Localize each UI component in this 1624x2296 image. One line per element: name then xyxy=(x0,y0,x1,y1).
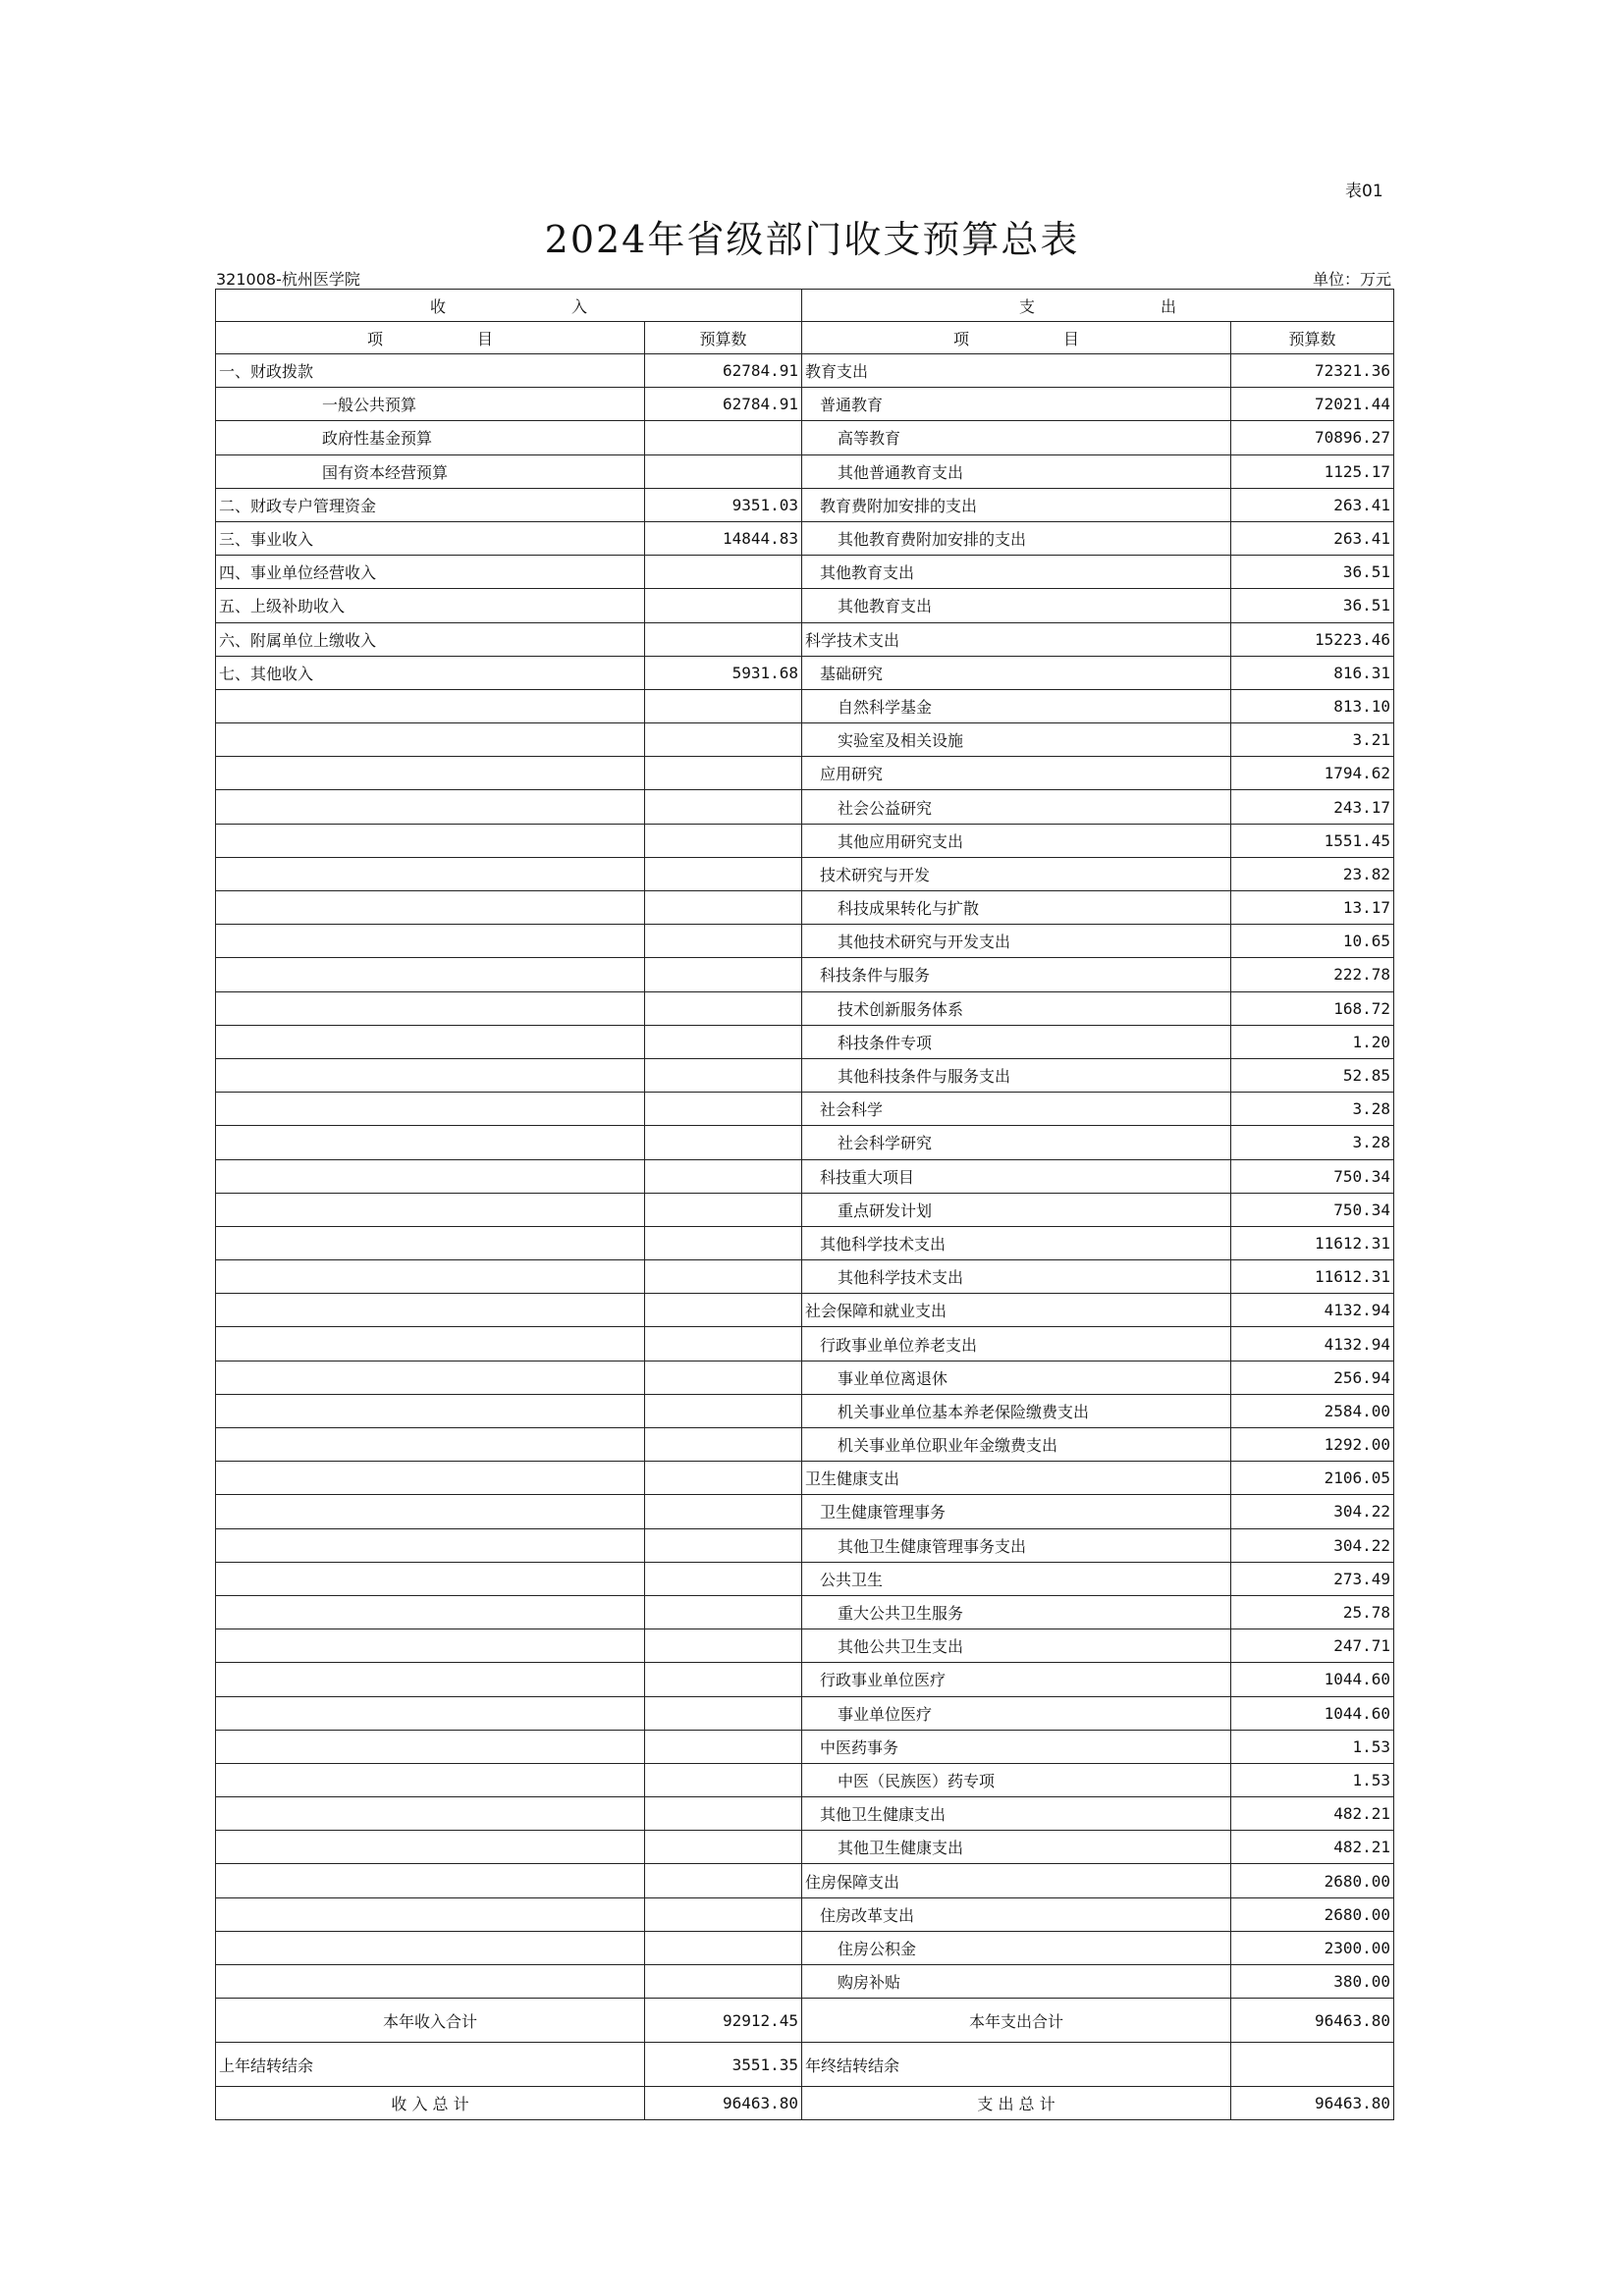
income-value-cell: 62784.91 xyxy=(645,388,802,421)
income-item-cell xyxy=(216,1495,645,1528)
expense-item-cell: 技术创新服务体系 xyxy=(802,991,1231,1025)
expense-item-cell: 普通教育 xyxy=(802,388,1231,421)
expense-item-cell: 教育支出 xyxy=(802,354,1231,388)
table-row xyxy=(216,790,1394,824)
income-item-cell xyxy=(216,1226,645,1259)
expense-item-cell: 卫生健康支出 xyxy=(802,1462,1231,1495)
expense-item-cell: 其他卫生健康支出 xyxy=(802,1797,1231,1831)
income-item-cell xyxy=(216,824,645,857)
income-section-header: 收 入 xyxy=(216,290,802,322)
income-item-cell xyxy=(216,1327,645,1361)
table-row xyxy=(216,1965,1394,1999)
year-income-value: 92912.45 xyxy=(645,1999,802,2043)
year-total-row xyxy=(216,1999,1394,2043)
expense-value-cell: 72021.44 xyxy=(1231,388,1394,421)
income-item-cell xyxy=(216,1965,645,1999)
expense-item-cell: 科技重大项目 xyxy=(802,1159,1231,1193)
income-value-cell xyxy=(645,1327,802,1361)
income-value-cell xyxy=(645,556,802,589)
income-item-cell xyxy=(216,1361,645,1394)
income-value-cell xyxy=(645,1394,802,1427)
income-value-cell xyxy=(645,421,802,454)
expense-item-cell: 其他教育费附加安排的支出 xyxy=(802,521,1231,555)
expense-value-cell: 816.31 xyxy=(1231,656,1394,689)
income-value-cell xyxy=(645,454,802,488)
expense-value-cell: 2106.05 xyxy=(1231,1462,1394,1495)
table-code: 表01 xyxy=(1345,182,1383,201)
expense-item-cell: 住房改革支出 xyxy=(802,1897,1231,1931)
income-item-cell xyxy=(216,891,645,925)
table-row xyxy=(216,622,1394,656)
income-value-cell xyxy=(645,589,802,622)
expense-item-cell: 社会公益研究 xyxy=(802,790,1231,824)
income-item-cell: 四、事业单位经营收入 xyxy=(216,556,645,589)
income-value-cell xyxy=(645,1093,802,1126)
table-row xyxy=(216,1663,1394,1696)
income-value-cell xyxy=(645,1797,802,1831)
income-item-cell xyxy=(216,1730,645,1763)
table-row xyxy=(216,1462,1394,1495)
expense-value-cell: 4132.94 xyxy=(1231,1294,1394,1327)
expense-value-cell: 23.82 xyxy=(1231,857,1394,890)
header-row-sections xyxy=(216,290,1394,322)
expense-item-cell: 中医药事务 xyxy=(802,1730,1231,1763)
income-value-cell: 62784.91 xyxy=(645,354,802,388)
expense-value-cell: 1292.00 xyxy=(1231,1428,1394,1462)
table-row xyxy=(216,1931,1394,1964)
table-row xyxy=(216,1093,1394,1126)
income-value-cell xyxy=(645,1294,802,1327)
income-item-cell xyxy=(216,1025,645,1058)
expense-value-cell: 15223.46 xyxy=(1231,622,1394,656)
expense-item-cell: 机关事业单位职业年金缴费支出 xyxy=(802,1428,1231,1462)
table-row xyxy=(216,689,1394,722)
table-row xyxy=(216,1730,1394,1763)
expense-item-cell: 社会科学研究 xyxy=(802,1126,1231,1159)
expense-item-cell: 自然科学基金 xyxy=(802,689,1231,722)
table-row xyxy=(216,488,1394,521)
expense-value-cell: 1.53 xyxy=(1231,1730,1394,1763)
income-value-cell xyxy=(645,857,802,890)
budget-table xyxy=(215,289,1394,2120)
income-item-cell xyxy=(216,1260,645,1294)
expense-value-cell: 36.51 xyxy=(1231,589,1394,622)
expense-value-cell: 482.21 xyxy=(1231,1797,1394,1831)
expense-value-cell: 1044.60 xyxy=(1231,1663,1394,1696)
income-value-cell xyxy=(645,1226,802,1259)
expense-item-cell: 其他教育支出 xyxy=(802,589,1231,622)
expense-value-cell: 1.20 xyxy=(1231,1025,1394,1058)
expense-item-cell: 购房补贴 xyxy=(802,1965,1231,1999)
income-value-cell xyxy=(645,790,802,824)
expense-value-cell: 243.17 xyxy=(1231,790,1394,824)
expense-value-cell: 222.78 xyxy=(1231,958,1394,991)
income-item-cell: 一般公共预算 xyxy=(216,388,645,421)
expense-item-cell: 住房公积金 xyxy=(802,1931,1231,1964)
income-value-cell xyxy=(645,891,802,925)
income-item-cell xyxy=(216,1528,645,1562)
income-value-cell xyxy=(645,1025,802,1058)
expense-value-cell: 1794.62 xyxy=(1231,757,1394,790)
carryover-in-label: 上年结转结余 xyxy=(216,2043,645,2087)
year-expense-label: 本年支出合计 xyxy=(802,1999,1231,2043)
income-value-cell xyxy=(645,1629,802,1663)
income-value-cell xyxy=(645,1897,802,1931)
table-row xyxy=(216,1159,1394,1193)
expense-value-cell: 1125.17 xyxy=(1231,454,1394,488)
total-expense-value: 96463.80 xyxy=(1231,2087,1394,2120)
income-value-cell xyxy=(645,1965,802,1999)
income-item-cell xyxy=(216,857,645,890)
income-item-cell: 三、事业收入 xyxy=(216,521,645,555)
expense-value-cell: 11612.31 xyxy=(1231,1226,1394,1259)
income-value-cell: 14844.83 xyxy=(645,521,802,555)
income-item-cell: 国有资本经营预算 xyxy=(216,454,645,488)
carryover-in-value: 3551.35 xyxy=(645,2043,802,2087)
expense-value-cell: 13.17 xyxy=(1231,891,1394,925)
table-row xyxy=(216,857,1394,890)
income-value-cell xyxy=(645,723,802,757)
income-value-cell xyxy=(645,1864,802,1897)
table-row xyxy=(216,589,1394,622)
expense-value-cell: 4132.94 xyxy=(1231,1327,1394,1361)
expense-item-cell: 应用研究 xyxy=(802,757,1231,790)
table-row xyxy=(216,1025,1394,1058)
table-row xyxy=(216,1562,1394,1595)
header-row-columns xyxy=(216,322,1394,354)
total-income-label: 收 入 总 计 xyxy=(216,2087,645,2120)
table-row xyxy=(216,1797,1394,1831)
table-row xyxy=(216,1058,1394,1092)
expense-value-cell: 3.21 xyxy=(1231,723,1394,757)
income-item-cell xyxy=(216,1831,645,1864)
expense-item-cell: 其他卫生健康支出 xyxy=(802,1831,1231,1864)
total-income-value: 96463.80 xyxy=(645,2087,802,2120)
income-item-cell: 七、其他收入 xyxy=(216,656,645,689)
table-row xyxy=(216,1226,1394,1259)
income-item-cell xyxy=(216,1562,645,1595)
income-budget-header: 预算数 xyxy=(645,322,802,354)
table-row xyxy=(216,958,1394,991)
expense-item-cell: 事业单位医疗 xyxy=(802,1696,1231,1730)
income-item-cell xyxy=(216,1797,645,1831)
income-item-cell xyxy=(216,925,645,958)
expense-value-cell: 1044.60 xyxy=(1231,1696,1394,1730)
expense-value-cell: 70896.27 xyxy=(1231,421,1394,454)
table-row xyxy=(216,388,1394,421)
expense-value-cell: 72321.36 xyxy=(1231,354,1394,388)
expense-item-cell: 技术研究与开发 xyxy=(802,857,1231,890)
table-row xyxy=(216,1595,1394,1629)
expense-item-cell: 卫生健康管理事务 xyxy=(802,1495,1231,1528)
table-row xyxy=(216,1126,1394,1159)
income-item-cell xyxy=(216,1864,645,1897)
income-item-cell xyxy=(216,790,645,824)
table-row xyxy=(216,1193,1394,1226)
expense-item-cell: 其他技术研究与开发支出 xyxy=(802,925,1231,958)
expense-budget-header: 预算数 xyxy=(1231,322,1394,354)
income-value-cell xyxy=(645,1831,802,1864)
income-item-cell xyxy=(216,723,645,757)
income-value-cell xyxy=(645,1528,802,1562)
income-value-cell xyxy=(645,1730,802,1763)
income-value-cell xyxy=(645,1428,802,1462)
income-item-cell xyxy=(216,1093,645,1126)
income-value-cell xyxy=(645,1696,802,1730)
table-row xyxy=(216,1629,1394,1663)
income-value-cell xyxy=(645,1462,802,1495)
table-row xyxy=(216,1763,1394,1796)
year-income-label: 本年收入合计 xyxy=(216,1999,645,2043)
expense-item-cell: 机关事业单位基本养老保险缴费支出 xyxy=(802,1394,1231,1427)
income-item-cell xyxy=(216,1696,645,1730)
expense-item-cell: 社会科学 xyxy=(802,1093,1231,1126)
expense-value-cell: 2300.00 xyxy=(1231,1931,1394,1964)
income-value-cell: 5931.68 xyxy=(645,656,802,689)
expense-item-cell: 公共卫生 xyxy=(802,1562,1231,1595)
expense-value-cell: 2680.00 xyxy=(1231,1864,1394,1897)
expense-item-cell: 行政事业单位养老支出 xyxy=(802,1327,1231,1361)
income-value-cell xyxy=(645,1058,802,1092)
table-row xyxy=(216,1831,1394,1864)
expense-value-cell: 247.71 xyxy=(1231,1629,1394,1663)
table-row xyxy=(216,1428,1394,1462)
totals-body xyxy=(216,1999,1394,2120)
expense-item-cell: 事业单位离退休 xyxy=(802,1361,1231,1394)
income-value-cell xyxy=(645,1663,802,1696)
expense-value-cell: 36.51 xyxy=(1231,556,1394,589)
income-item-header: 项 目 xyxy=(216,322,645,354)
expense-value-cell: 263.41 xyxy=(1231,488,1394,521)
expense-item-cell: 其他科学技术支出 xyxy=(802,1260,1231,1294)
income-value-cell xyxy=(645,1260,802,1294)
expense-item-cell: 其他科学技术支出 xyxy=(802,1226,1231,1259)
income-value-cell: 9351.03 xyxy=(645,488,802,521)
table-row xyxy=(216,1361,1394,1394)
expense-value-cell: 304.22 xyxy=(1231,1495,1394,1528)
table-row xyxy=(216,1528,1394,1562)
expense-item-cell: 中医（民族医）药专项 xyxy=(802,1763,1231,1796)
income-value-cell xyxy=(645,1562,802,1595)
income-item-cell: 六、附属单位上缴收入 xyxy=(216,622,645,656)
expense-value-cell: 256.94 xyxy=(1231,1361,1394,1394)
table-row xyxy=(216,354,1394,388)
expense-item-cell: 社会保障和就业支出 xyxy=(802,1294,1231,1327)
expense-value-cell: 263.41 xyxy=(1231,521,1394,555)
expense-item-cell: 行政事业单位医疗 xyxy=(802,1663,1231,1696)
table-row xyxy=(216,521,1394,555)
expense-value-cell: 750.34 xyxy=(1231,1193,1394,1226)
expense-value-cell: 168.72 xyxy=(1231,991,1394,1025)
expense-value-cell: 3.28 xyxy=(1231,1093,1394,1126)
income-value-cell xyxy=(645,958,802,991)
table-row xyxy=(216,1696,1394,1730)
expense-value-cell: 813.10 xyxy=(1231,689,1394,722)
table-row xyxy=(216,556,1394,589)
expense-item-cell: 科技成果转化与扩散 xyxy=(802,891,1231,925)
income-value-cell xyxy=(645,622,802,656)
expense-item-cell: 其他应用研究支出 xyxy=(802,824,1231,857)
income-item-cell xyxy=(216,1294,645,1327)
income-value-cell xyxy=(645,991,802,1025)
expense-value-cell: 1.53 xyxy=(1231,1763,1394,1796)
income-item-cell xyxy=(216,689,645,722)
income-item-cell: 政府性基金预算 xyxy=(216,421,645,454)
grand-total-row xyxy=(216,2087,1394,2120)
income-value-cell xyxy=(645,1361,802,1394)
expense-item-cell: 科学技术支出 xyxy=(802,622,1231,656)
income-item-cell xyxy=(216,1595,645,1629)
unit-code: 321008-杭州医学院 xyxy=(216,270,360,289)
expense-value-cell: 2680.00 xyxy=(1231,1897,1394,1931)
expense-item-cell: 住房保障支出 xyxy=(802,1864,1231,1897)
income-value-cell xyxy=(645,1126,802,1159)
expense-section-header: 支 出 xyxy=(802,290,1394,322)
income-item-cell: 一、财政拨款 xyxy=(216,354,645,388)
income-item-cell: 二、财政专户管理资金 xyxy=(216,488,645,521)
income-item-cell: 五、上级补助收入 xyxy=(216,589,645,622)
table-row xyxy=(216,723,1394,757)
expense-value-cell: 25.78 xyxy=(1231,1595,1394,1629)
budget-table-body xyxy=(216,290,1394,1999)
income-item-cell xyxy=(216,1159,645,1193)
expense-item-cell: 其他卫生健康管理事务支出 xyxy=(802,1528,1231,1562)
carryover-out-label: 年终结转结余 xyxy=(802,2043,1231,2087)
carryover-row xyxy=(216,2043,1394,2087)
page-title: 2024年省级部门收支预算总表 xyxy=(544,218,1080,261)
table-row xyxy=(216,421,1394,454)
table-row xyxy=(216,757,1394,790)
total-expense-label: 支 出 总 计 xyxy=(802,2087,1231,2120)
expense-value-cell: 2584.00 xyxy=(1231,1394,1394,1427)
income-value-cell xyxy=(645,1763,802,1796)
expense-value-cell: 10.65 xyxy=(1231,925,1394,958)
expense-value-cell: 304.22 xyxy=(1231,1528,1394,1562)
income-item-cell xyxy=(216,1462,645,1495)
expense-item-cell: 高等教育 xyxy=(802,421,1231,454)
income-value-cell xyxy=(645,925,802,958)
income-value-cell xyxy=(645,1193,802,1226)
income-item-cell xyxy=(216,1663,645,1696)
income-item-cell xyxy=(216,1193,645,1226)
income-item-cell xyxy=(216,1931,645,1964)
expense-item-cell: 重点研发计划 xyxy=(802,1193,1231,1226)
table-row xyxy=(216,925,1394,958)
income-item-cell xyxy=(216,1126,645,1159)
table-row xyxy=(216,991,1394,1025)
expense-item-cell: 科技条件专项 xyxy=(802,1025,1231,1058)
table-row xyxy=(216,891,1394,925)
expense-value-cell: 1551.45 xyxy=(1231,824,1394,857)
expense-value-cell: 3.28 xyxy=(1231,1126,1394,1159)
expense-item-cell: 其他教育支出 xyxy=(802,556,1231,589)
table-row xyxy=(216,656,1394,689)
income-item-cell xyxy=(216,1394,645,1427)
income-item-cell xyxy=(216,1897,645,1931)
income-value-cell xyxy=(645,1931,802,1964)
expense-item-cell: 教育费附加安排的支出 xyxy=(802,488,1231,521)
expense-item-cell: 其他普通教育支出 xyxy=(802,454,1231,488)
unit-label: 单位：万元 xyxy=(1312,270,1391,289)
expense-item-header: 项 目 xyxy=(802,322,1231,354)
expense-item-cell: 其他公共卫生支出 xyxy=(802,1629,1231,1663)
expense-item-cell: 实验室及相关设施 xyxy=(802,723,1231,757)
table-row xyxy=(216,1864,1394,1897)
income-value-cell xyxy=(645,1595,802,1629)
expense-item-cell: 基础研究 xyxy=(802,656,1231,689)
expense-value-cell: 380.00 xyxy=(1231,1965,1394,1999)
table-row xyxy=(216,1897,1394,1931)
income-item-cell xyxy=(216,1428,645,1462)
table-row xyxy=(216,1260,1394,1294)
table-row xyxy=(216,1495,1394,1528)
expense-item-cell: 其他科技条件与服务支出 xyxy=(802,1058,1231,1092)
table-row xyxy=(216,1327,1394,1361)
expense-value-cell: 482.21 xyxy=(1231,1831,1394,1864)
expense-value-cell: 52.85 xyxy=(1231,1058,1394,1092)
expense-value-cell: 273.49 xyxy=(1231,1562,1394,1595)
income-value-cell xyxy=(645,1495,802,1528)
income-value-cell xyxy=(645,689,802,722)
carryover-out-value xyxy=(1231,2043,1394,2087)
income-item-cell xyxy=(216,757,645,790)
table-row xyxy=(216,1394,1394,1427)
income-item-cell xyxy=(216,1058,645,1092)
expense-item-cell: 重大公共卫生服务 xyxy=(802,1595,1231,1629)
income-item-cell xyxy=(216,958,645,991)
expense-item-cell: 科技条件与服务 xyxy=(802,958,1231,991)
income-value-cell xyxy=(645,757,802,790)
income-value-cell xyxy=(645,824,802,857)
table-row xyxy=(216,454,1394,488)
table-row xyxy=(216,824,1394,857)
income-item-cell xyxy=(216,1763,645,1796)
table-row xyxy=(216,1294,1394,1327)
expense-value-cell: 11612.31 xyxy=(1231,1260,1394,1294)
income-item-cell xyxy=(216,991,645,1025)
income-item-cell xyxy=(216,1629,645,1663)
year-expense-value: 96463.80 xyxy=(1231,1999,1394,2043)
expense-value-cell: 750.34 xyxy=(1231,1159,1394,1193)
income-value-cell xyxy=(645,1159,802,1193)
